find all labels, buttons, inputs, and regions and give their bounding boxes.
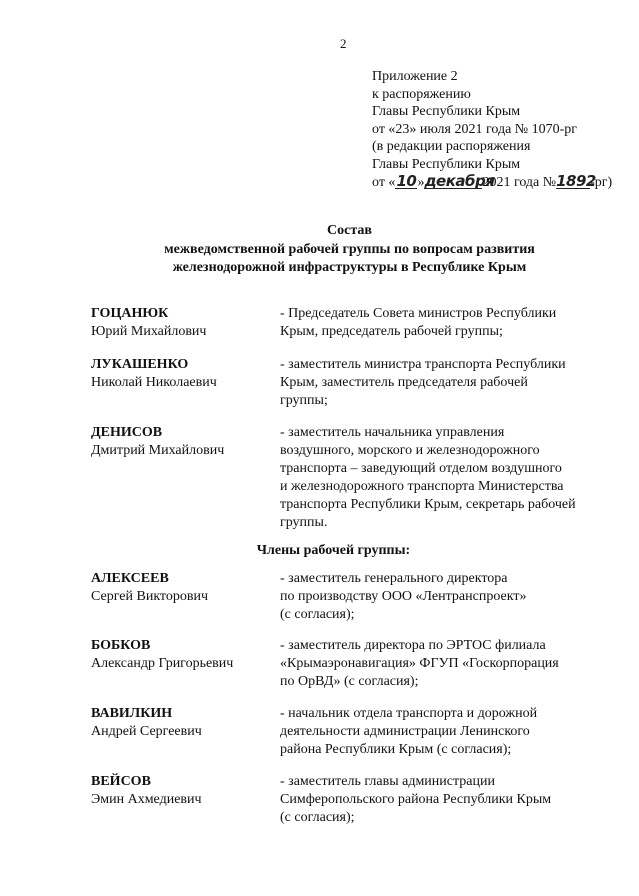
appendix-line: (в редакции распоряжения <box>372 139 531 155</box>
person-given-name: Дмитрий Михайлович <box>91 443 225 458</box>
person-name <box>91 637 276 673</box>
role-line: «Крымаэронавигация» ФГУП «Госкорпорация <box>280 656 559 671</box>
handwritten-order-number: 1892 <box>556 171 596 190</box>
person-role <box>280 305 605 341</box>
person-name <box>91 705 276 741</box>
role-line: группы. <box>280 515 328 530</box>
role-line: воздушного, морского и железнодорожного <box>280 443 540 458</box>
members-heading: Члены рабочей группы: <box>256 543 411 558</box>
appendix-line: Главы Республики Крым <box>372 156 521 172</box>
title-line: межведомственной рабочей группы по вопросам развития <box>164 241 535 257</box>
appendix-line: от «23» июля 2021 года № 1070-рг <box>372 121 578 137</box>
role-line: деятельности администрации Ленинского <box>280 724 530 739</box>
role-line: группы; <box>280 393 328 408</box>
appendix-header <box>372 68 612 191</box>
role-line: Крым, председатель рабочей группы; <box>280 324 503 339</box>
person-surname: ЛУКАШЕНКО <box>91 357 189 372</box>
date-quote-close: » <box>417 174 425 190</box>
role-line: Симферопольского района Республики Крым <box>280 792 552 807</box>
person-given-name: Николай Николаевич <box>91 375 217 390</box>
date-prefix: от « <box>372 174 396 190</box>
role-line: - заместитель начальника управления <box>280 425 505 440</box>
role-line: по производству ООО «Лентранспроект» <box>280 589 527 604</box>
role-line: Крым, заместитель председателя рабочей <box>280 375 528 390</box>
person-role <box>280 705 605 759</box>
role-line: по ОрВД» (с согласия); <box>280 674 419 689</box>
role-line: - начальник отдела транспорта и дорожной <box>280 706 538 721</box>
role-line: и железнодорожного транспорта Министерства <box>280 479 564 494</box>
document-title <box>0 222 639 278</box>
person-surname: ДЕНИСОВ <box>91 425 163 440</box>
person-name <box>91 305 276 341</box>
role-line: (с согласия); <box>280 607 355 622</box>
date-year: 2021 года № <box>482 174 557 190</box>
person-surname: БОБКОВ <box>91 638 151 653</box>
person-surname: АЛЕКСЕЕВ <box>91 571 169 586</box>
person-given-name: Андрей Сергеевич <box>91 724 202 739</box>
person-surname: ГОЦАНЮК <box>91 306 169 321</box>
person-role <box>280 356 605 410</box>
amendment-date-line <box>372 171 613 192</box>
title-line: железнодорожной инфраструктуры в Республике Крым <box>172 260 527 275</box>
person-given-name: Сергей Викторович <box>91 589 209 604</box>
person-given-name: Эмин Ахмедиевич <box>91 792 202 807</box>
role-line: транспорта – заведующий отделом воздушного <box>280 461 562 476</box>
page-number: 2 <box>340 36 347 51</box>
person-surname: ВАВИЛКИН <box>91 706 173 721</box>
person-role <box>280 637 605 691</box>
role-line: района Республики Крым (с согласия); <box>280 742 512 757</box>
appendix-line: к распоряжению <box>372 86 471 102</box>
role-line: - заместитель главы администрации <box>280 774 495 789</box>
person-surname: ВЕЙСОВ <box>91 774 151 789</box>
role-line: (с согласия); <box>280 810 355 825</box>
role-line: - Председатель Совета министров Республики <box>280 306 557 321</box>
handwritten-month: декабря <box>424 171 495 190</box>
person-name <box>91 356 276 392</box>
role-line: транспорта Республики Крым, секретарь рабочей <box>280 497 576 512</box>
person-role <box>280 424 605 532</box>
person-role <box>280 570 605 624</box>
person-given-name: Юрий Михайлович <box>91 324 207 339</box>
appendix-line: Приложение 2 <box>372 69 458 84</box>
handwritten-day: 10 <box>396 171 417 190</box>
person-name <box>91 773 276 809</box>
appendix-line: Главы Республики Крым <box>372 104 521 120</box>
person-name <box>91 424 276 460</box>
role-line: - заместитель директора по ЭРТОС филиала <box>280 638 546 653</box>
person-given-name: Александр Григорьевич <box>91 656 234 671</box>
title-line: Состав <box>327 223 372 238</box>
role-line: - заместитель генерального директора <box>280 571 508 586</box>
person-name <box>91 570 276 606</box>
person-role <box>280 773 605 827</box>
order-suffix: -рг) <box>590 174 613 190</box>
role-line: - заместитель министра транспорта Республики <box>280 357 566 372</box>
